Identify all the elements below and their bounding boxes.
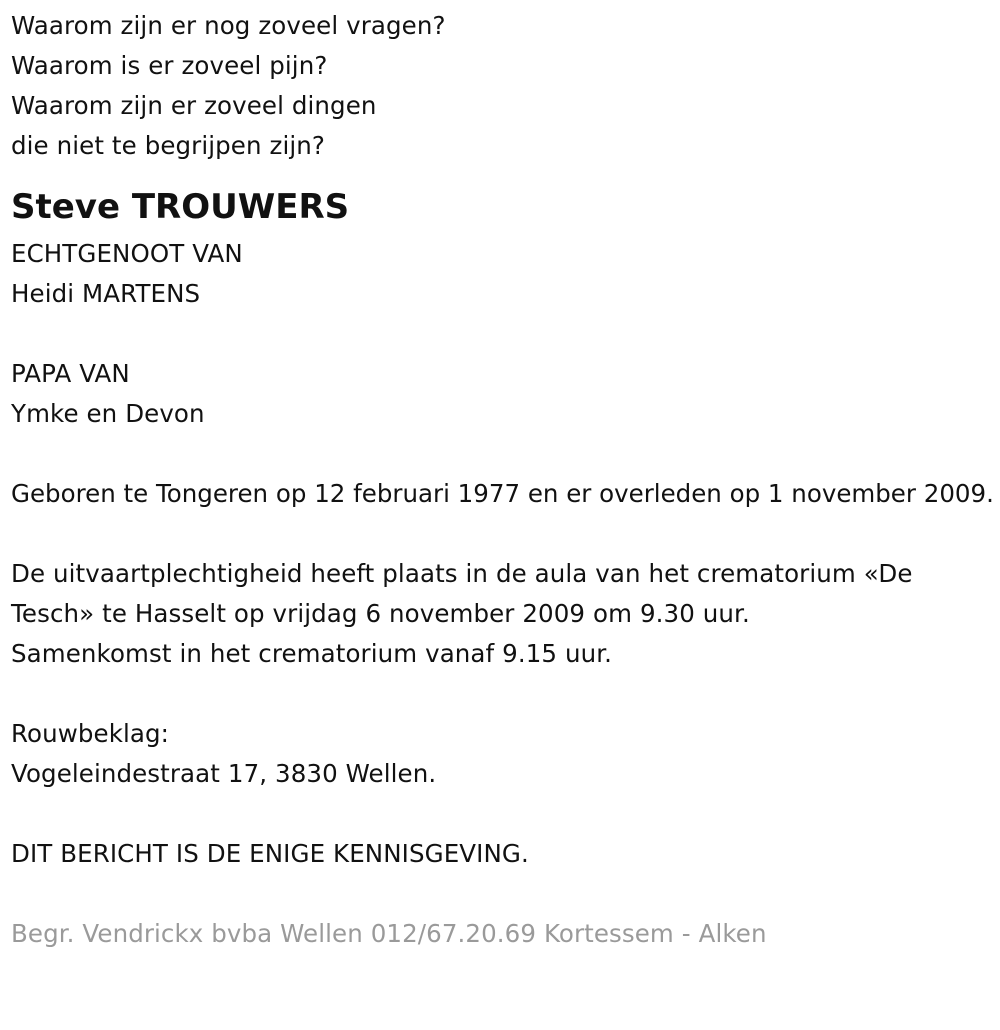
- ceremony-line-1: De uitvaartplechtigheid heeft plaats in de aula van het crematorium «De: [11, 559, 913, 588]
- poem-line-3: Waarom zijn er zoveel dingen: [11, 91, 377, 120]
- birth-death-text: Geboren te Tongeren op 12 februari 1977 en er overleden op 1 november 2009.: [11, 479, 994, 508]
- poem-line-1: Waarom zijn er nog zoveel vragen?: [11, 11, 446, 40]
- spacer: [11, 514, 996, 554]
- condolences-address: Vogeleindestraat 17, 3830 Wellen.: [11, 759, 437, 788]
- spacer: [11, 794, 996, 834]
- notice-text: DIT BERICHT IS DE ENIGE KENNISGEVING.: [11, 839, 529, 868]
- ceremony-line-3: Samenkomst in het crematorium vanaf 9.15 uur.: [11, 639, 613, 668]
- poem-line-4: die niet te begrijpen zijn?: [11, 131, 325, 160]
- spouse-name: Heidi MARTENS: [11, 279, 201, 308]
- children-names: Ymke en Devon: [11, 399, 205, 428]
- children-label: PAPA VAN: [11, 359, 130, 388]
- ceremony-line-2: Tesch» te Hasselt op vrijdag 6 november 2009 om 9.30 uur.: [11, 599, 750, 628]
- spacer: [11, 314, 996, 354]
- funeral-director-footer: Begr. Vendrickx bvba Wellen 012/67.20.69 Kortessem - Alken: [11, 919, 767, 948]
- ceremony-info: [11, 554, 996, 674]
- deceased-name: Steve TROUWERS: [11, 187, 350, 227]
- condolences-label: Rouwbeklag:: [11, 719, 170, 748]
- spacer: [11, 874, 996, 914]
- poem-line-2: Waarom is er zoveel pijn?: [11, 51, 328, 80]
- poem: [11, 6, 996, 166]
- spacer: [11, 434, 996, 474]
- spouse-label: ECHTGENOOT VAN: [11, 239, 243, 268]
- obituary-notice: [11, 6, 996, 954]
- spacer: [11, 674, 996, 714]
